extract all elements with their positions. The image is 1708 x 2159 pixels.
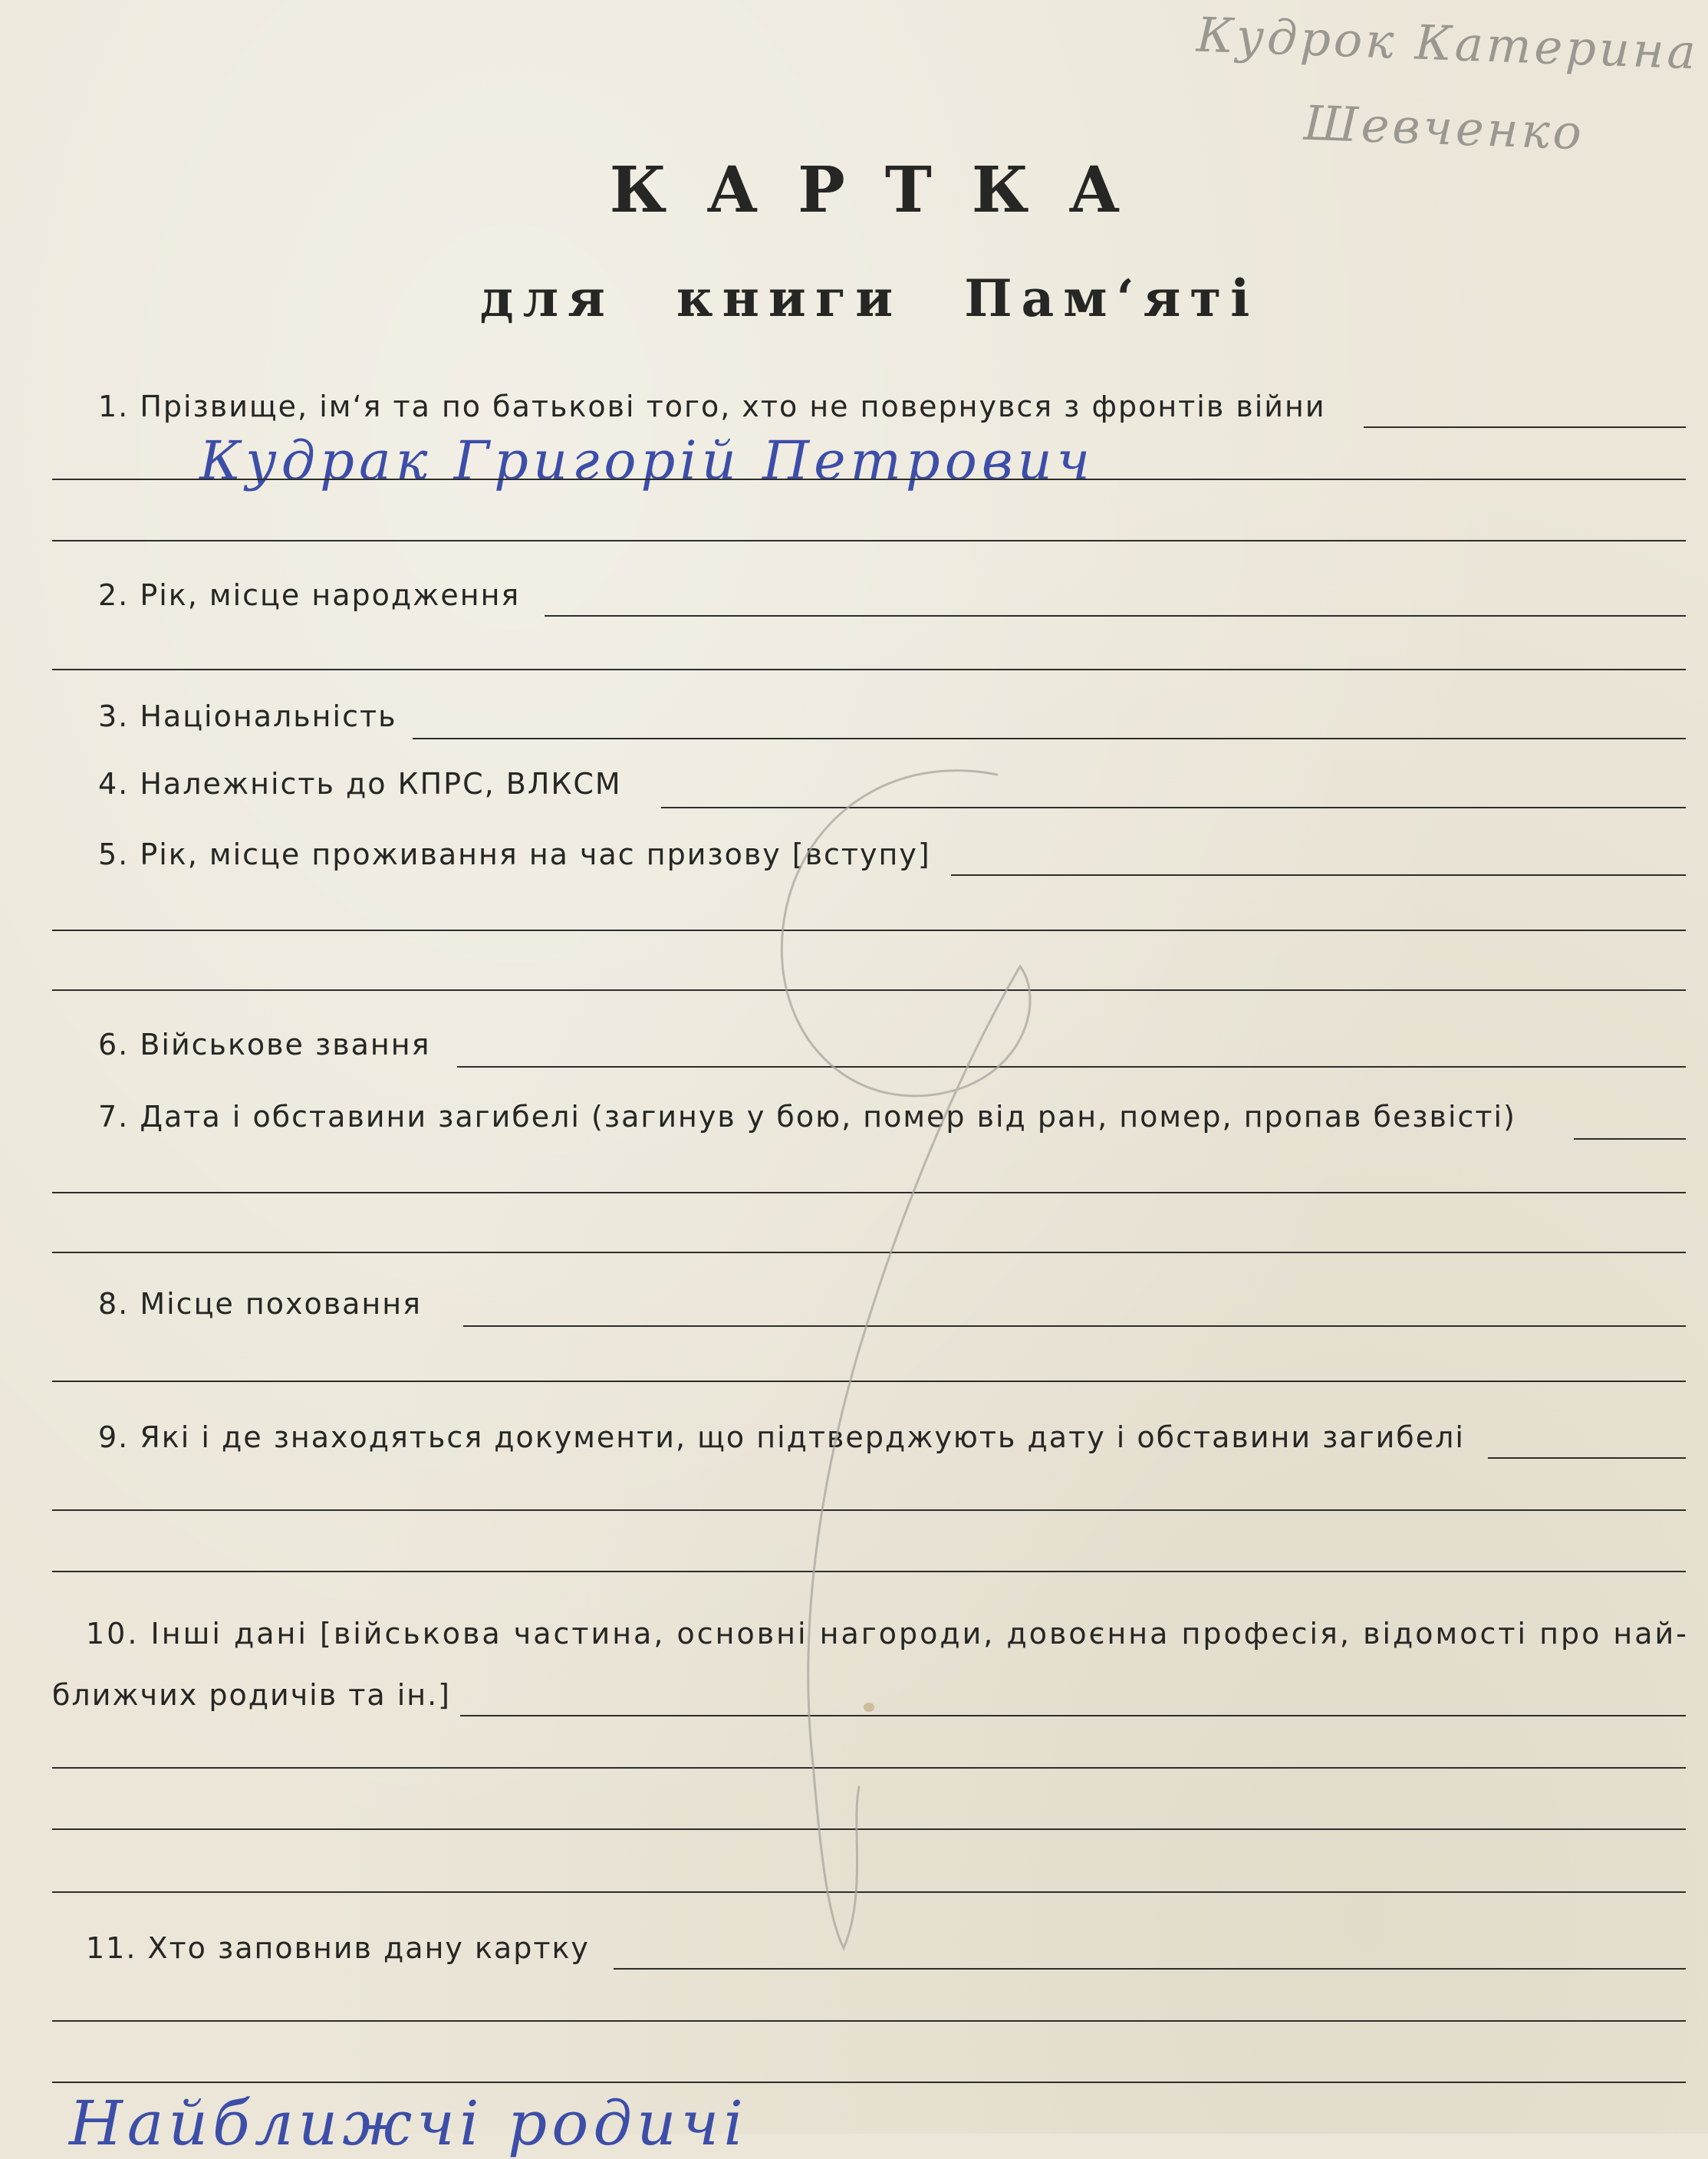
field-5-label: 5. Рік, місце проживання на час призову [вступу] <box>98 838 931 871</box>
field-6-label: 6. Військове звання <box>98 1028 431 1061</box>
field-9-label: 9. Які і де знаходяться документи, що підтверджують дату і обставини загибелі <box>98 1420 1465 1454</box>
field-8-label: 8. Місце поховання <box>98 1287 422 1321</box>
card-subtitle: для книги Пам‘яті <box>479 268 1259 328</box>
field-7-label: 7. Дата і обставини загибелі (загинув у бою, помер від ран, помер, пропав безвісті) <box>98 1100 1516 1134</box>
field-1-value: Кудрак Григорій Петрович <box>199 429 1095 492</box>
pencil-annotation-line-2: Шевченко <box>1302 94 1586 161</box>
paper-stain <box>864 1703 874 1712</box>
field-4-label: 4. Належність до КПРС, ВЛКСМ <box>98 767 622 801</box>
field-10-label-cont: ближчих родичів та ін.] <box>52 1678 451 1712</box>
field-11-label: 11. Хто заповнив дану картку <box>86 1931 590 1965</box>
field-3-label: 3. Національність <box>98 699 397 733</box>
pencil-annotation-line-1: Кудрок Катерина <box>1195 6 1700 81</box>
bottom-handwriting: Найближчі родичі <box>69 2088 748 2159</box>
field-2-label: 2. Рік, місце народження <box>98 578 521 612</box>
card-title: КАРТКА <box>609 153 1160 227</box>
field-10-label: 10. Інші дані [військова частина, основні нагороди, довоєнна професія, відомості про най- <box>86 1617 1689 1651</box>
field-1-label: 1. Прізвище, ім‘я та по батькові того, хто не повернувся з фронтів війни <box>98 390 1326 423</box>
